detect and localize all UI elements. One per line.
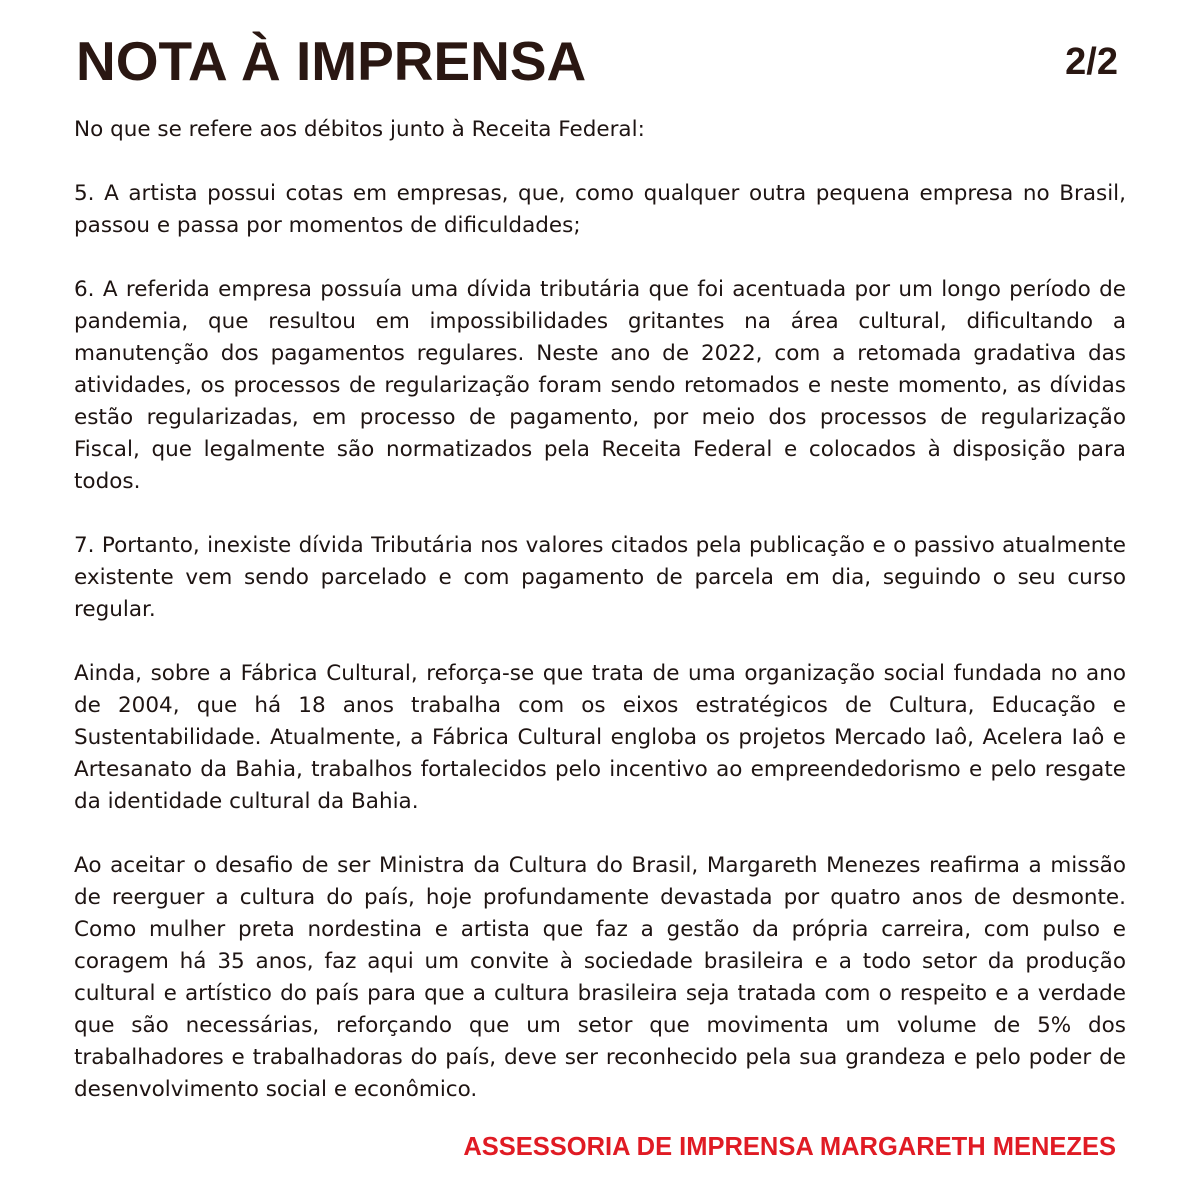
paragraph-intro: No que se refere aos débitos junto à Receita Federal: (74, 117, 645, 142)
page-title: NOTA À IMPRENSA (76, 30, 587, 92)
body-text (74, 114, 1126, 1138)
paragraph-ministra: Ao aceitar o desafio de ser Ministra da Cultura do Brasil, Margareth Menezes reafirma a missão de reerguer a cultura do país, hoje profundamente devastada por quatro anos de desmonte. Como mulher preta nordestina e artista que faz a gestão da própria carreira, com pulso e coragem há 35 anos, faz aqui um convite à sociedade brasileira e a todo setor da produção cultural e artístico do país para que a cultura brasileira seja tratada com o respeito e a verdade que são necessárias, reforçando que um setor que movimenta um volume de 5% dos trabalhadores e trabalhadoras do país, deve ser reconhecido pela sua grandeza e pelo poder de desenvolvimento social e econômico. (74, 853, 1126, 1102)
page-number: 2/2 (1065, 41, 1118, 83)
paragraph-item-5: 5. A artista possui cotas em empresas, que, como qualquer outra pequena empresa no Brasil, passou e passa por momentos de dificuldades; (74, 181, 1126, 238)
paragraph-item-6: 6. A referida empresa possuía uma dívida tributária que foi acentuada por um longo período de pandemia, que resultou em impossibilidades gritantes na área cultural, dificultando a manutenção dos pagamentos regulares. Neste ano de 2022, com a retomada gradativa das atividades, os processos de regularização foram sendo retomados e neste momento, as dívidas estão regularizadas, em processo de pagamento, por meio dos processos de regularização Fiscal, que legalmente são normatizados pela Receita Federal e colocados à disposição para todos. (74, 277, 1126, 494)
paragraph-fabrica-cultural: Ainda, sobre a Fábrica Cultural, reforça-se que trata de uma organização social fundada no ano de 2004, que há 18 anos trabalha com os eixos estratégicos de Cultura, Educação e Sustentabilidade. Atualmente, a Fábrica Cultural engloba os projetos Mercado Iaô, Acelera Iaô e Artesanato da Bahia, trabalhos fortalecidos pelo incentivo ao empreendedorismo e pelo resgate da identidade cultural da Bahia. (74, 661, 1126, 814)
header (76, 26, 1118, 98)
paragraph-item-7: 7. Portanto, inexiste dívida Tributária nos valores citados pela publicação e o passivo atualmente existente vem sendo parcelado e com pagamento de parcela em dia, seguindo o seu curso regular. (74, 533, 1126, 622)
press-office-signature: ASSESSORIA DE IMPRENSA MARGARETH MENEZES (463, 1133, 1116, 1161)
